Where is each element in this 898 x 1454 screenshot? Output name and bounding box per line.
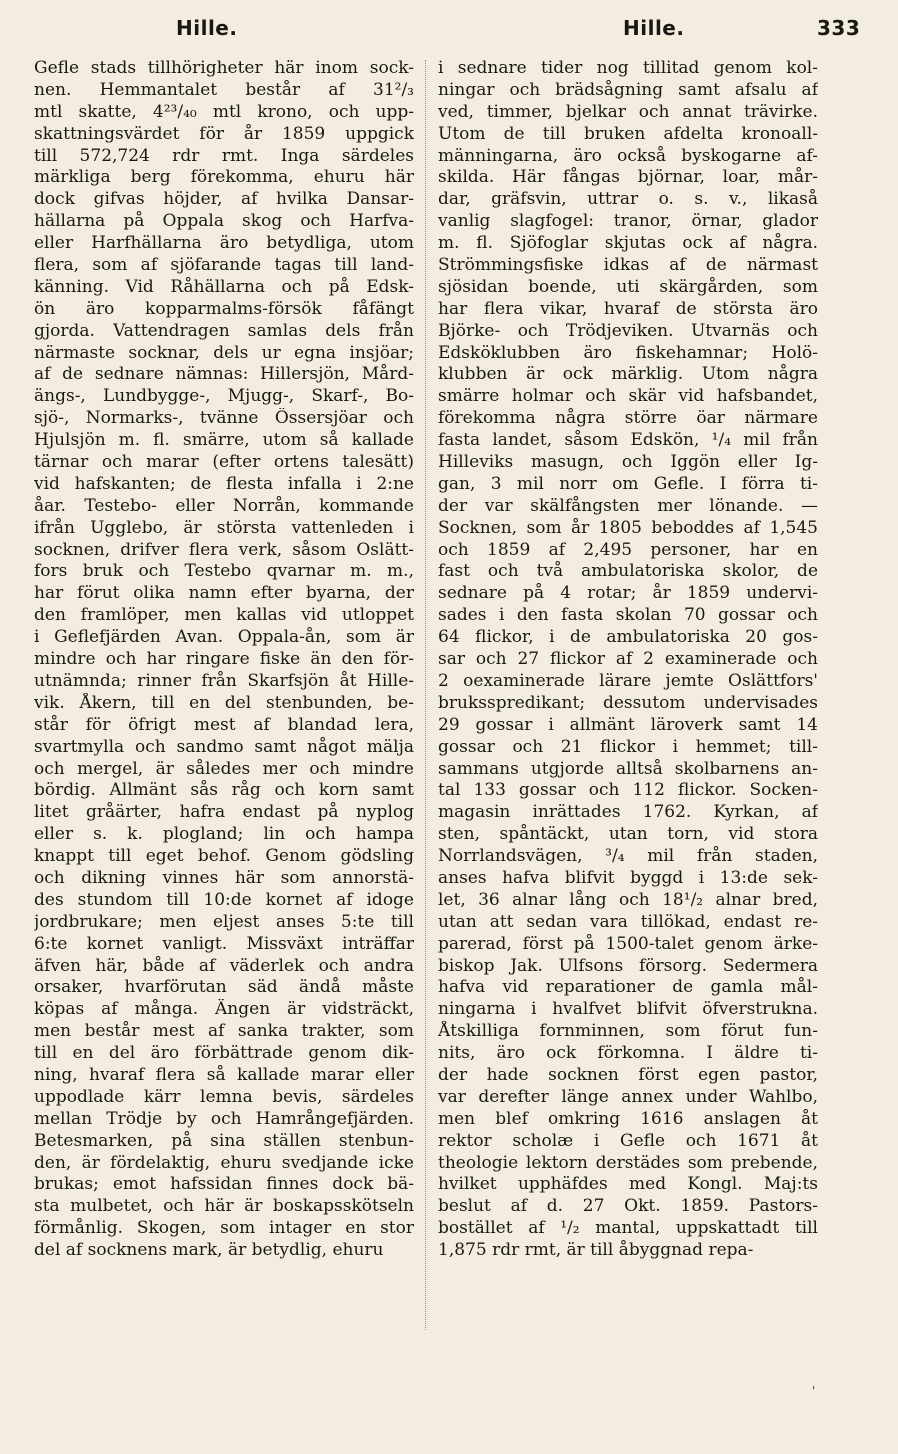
- column-divider: [425, 60, 427, 1330]
- text-line: brukas; emot hafssidan finnes dock bä-: [34, 1174, 414, 1195]
- text-line: fors bruk och Testebo qvarnar m. m.,: [34, 561, 414, 582]
- text-line: äfven här, både af väderlek och andra: [34, 955, 414, 976]
- text-line: var derefter länge annex under Wahlbo,: [438, 1086, 818, 1107]
- text-line: sednare på 4 rotar; år 1859 undervi-: [438, 583, 818, 604]
- text-line: i sednare tider nog tillitad genom kol-: [438, 58, 818, 78]
- text-line: sten, spåntäckt, utan torn, vid stora: [438, 824, 818, 845]
- text-line: Strömmingsfiske idkas af de närmast: [438, 255, 818, 276]
- text-line: 2 oexaminerade lärare jemte Oslättfors': [438, 670, 818, 691]
- text-line: del af socknens mark, är betydlig, ehuru: [34, 1240, 384, 1261]
- text-line: märkliga berg förekomma, ehuru här: [34, 167, 414, 188]
- text-line: Gefle stads tillhörigheter här inom sock-: [34, 58, 414, 78]
- text-line: des stundom till 10:de kornet af idoge: [34, 889, 414, 910]
- text-line: af de sednare nämnas: Hillersjön, Mård-: [34, 364, 414, 385]
- text-line: gjorda. Vattendragen samlas dels från: [34, 320, 414, 341]
- text-line: knappt till eget behof. Genom gödsling: [34, 846, 414, 867]
- text-line: hvilket upphäfdes med Kongl. Maj:ts: [438, 1174, 818, 1195]
- left-text-column: [34, 58, 414, 1262]
- text-line: 6:te kornet vanligt. Missväxt inträffar: [34, 933, 414, 954]
- text-line: känning. Vid Råhällarna och på Edsk-: [34, 276, 414, 297]
- text-line: den framlöper, men kallas vid utloppet: [34, 605, 414, 626]
- text-line: klubben är ock märklig. Utom några: [438, 364, 818, 385]
- text-line: orsaker, hvarförutan säd ändå måste: [34, 977, 414, 998]
- text-line: bostället af ¹/₂ mantal, uppskattadt till: [438, 1218, 818, 1239]
- text-line: vanlig slagfogel: tranor, örnar, glador: [438, 211, 818, 232]
- text-line: tal 133 gossar och 112 flickor. Socken-: [438, 780, 818, 801]
- text-line: mtl skatte, 4²³/₄₀ mtl krono, och upp-: [34, 101, 414, 122]
- text-line: theologie lektorn derstädes som prebende,: [438, 1152, 818, 1173]
- text-line: smärre holmar och skär vid hafsbandet,: [438, 386, 818, 407]
- text-line: vik. Åkern, till en del stenbunden, be-: [34, 692, 414, 713]
- text-line: Utom de till bruken afdelta kronoall-: [438, 123, 818, 144]
- text-line: men blef omkring 1616 anslagen åt: [438, 1108, 818, 1129]
- text-line: flera, som af sjöfarande tagas till land-: [34, 255, 414, 276]
- text-line: sta mulbetet, och här är boskapsskötseln: [34, 1196, 414, 1217]
- text-line: rektor scholæ i Gefle och 1671 åt: [438, 1130, 818, 1151]
- text-line: Norrlandsvägen, ³/₄ mil från staden,: [438, 846, 818, 867]
- text-line: 1,875 rdr rmt, är till åbyggnad repa-: [438, 1240, 754, 1261]
- text-line: Betesmarken, på sina ställen stenbun-: [34, 1130, 414, 1151]
- text-line: gan, 3 mil norr om Gefle. I förra ti-: [438, 473, 818, 494]
- running-head-left: Hille.: [176, 16, 238, 40]
- text-line: 29 gossar i allmänt läroverk samt 14: [438, 714, 818, 735]
- text-line: bördig. Allmänt sås råg och korn samt: [34, 780, 414, 801]
- right-text-column: [438, 58, 818, 1262]
- text-line: förekomma några större öar närmare: [438, 408, 818, 429]
- text-line: ningar och brädsågning samt afsalu af: [438, 79, 818, 100]
- text-line: hafva vid reparationer de gamla mål-: [438, 977, 818, 998]
- text-line: och dikning vinnes här som annorstä-: [34, 867, 414, 888]
- text-line: tärnar och marar (efter ortens talesätt): [34, 452, 414, 473]
- text-line: förmånlig. Skogen, som intager en stor: [34, 1218, 414, 1239]
- text-line: utnämnda; rinner från Skarfsjön åt Hille-: [34, 670, 414, 691]
- page-number: 333: [817, 16, 861, 40]
- text-line: anses hafva blifvit byggd i 13:de sek-: [438, 867, 818, 888]
- text-line: let, 36 alnar lång och 18¹/₂ alnar bred,: [438, 889, 818, 910]
- text-line: i Geflefjärden Avan. Oppala-ån, som är: [34, 627, 414, 648]
- text-line: nen. Hemmantalet består af 31²/₃: [34, 79, 414, 100]
- text-line: sjösidan boende, uti skärgården, som: [438, 276, 818, 297]
- text-line: Hjulsjön m. fl. smärre, utom så kallade: [34, 430, 414, 451]
- text-line: der hade socknen först egen pastor,: [438, 1064, 818, 1085]
- text-line: står för öfrigt mest af blandad lera,: [34, 714, 414, 735]
- text-line: åar. Testebo- eller Norrån, kommande: [34, 495, 414, 516]
- text-line: eller s. k. plogland; lin och hampa: [34, 824, 414, 845]
- text-line: socknen, drifver flera verk, såsom Oslätt-: [34, 539, 414, 560]
- text-line: och mergel, är således mer och mindre: [34, 758, 414, 779]
- text-line: närmaste socknar, dels ur egna insjöar;: [34, 342, 414, 363]
- text-line: uppodlade kärr lemna bevis, särdeles: [34, 1086, 414, 1107]
- text-line: m. fl. Sjöfoglar skjutas ock af några.: [438, 233, 818, 254]
- text-line: gossar och 21 flickor i hemmet; till-: [438, 736, 818, 757]
- text-line: köpas af många. Ängen är vidsträckt,: [34, 999, 414, 1020]
- text-line: jordbrukare; men eljest anses 5:te till: [34, 911, 414, 932]
- text-line: ning, hvaraf flera så kallade marar eller: [34, 1064, 414, 1085]
- text-line: fast och två ambulatoriska skolor, de: [438, 561, 818, 582]
- printer-mark: ': [812, 1384, 816, 1398]
- text-line: sjö-, Normarks-, tvänne Össersjöar och: [34, 408, 414, 429]
- text-line: ved, timmer, bjelkar och annat trävirke.: [438, 101, 818, 122]
- text-line: Björke- och Trödjeviken. Utvarnäs och: [438, 320, 818, 341]
- text-line: litet gråärter, hafra endast på nyplog: [34, 802, 414, 823]
- text-line: skilda. Här fångas björnar, loar, mår-: [438, 167, 818, 188]
- text-line: sades i den fasta skolan 70 gossar och: [438, 605, 818, 626]
- text-line: sar och 27 flickor af 2 examinerade och: [438, 649, 818, 670]
- text-line: skattningsvärdet för år 1859 uppgick: [34, 123, 414, 144]
- text-line: den, är fördelaktig, ehuru svedjande icke: [34, 1152, 414, 1173]
- text-line: 64 flickor, i de ambulatoriska 20 gos-: [438, 627, 818, 648]
- text-line: sammans utgjorde alltså skolbarnens an-: [438, 758, 818, 779]
- text-line: magasin inrättades 1762. Kyrkan, af: [438, 802, 818, 823]
- running-head-right: Hille.: [623, 16, 685, 40]
- text-line: ön äro kopparmalms-försök fåfängt: [34, 298, 414, 319]
- text-line: bruksspredikant; dessutom undervisades: [438, 692, 818, 713]
- text-line: ifrån Ugglebo, är största vattenleden i: [34, 517, 414, 538]
- text-line: beslut af d. 27 Okt. 1859. Pastors-: [438, 1196, 818, 1217]
- text-line: har förut olika namn efter byarna, der: [34, 583, 414, 604]
- text-line: till en del äro förbättrade genom dik-: [34, 1043, 414, 1064]
- text-line: men består mest af sanka trakter, som: [34, 1021, 414, 1042]
- text-line: parerad, först på 1500-talet genom ärke-: [438, 933, 818, 954]
- text-line: hällarna på Oppala skog och Harfva-: [34, 211, 414, 232]
- text-line: till 572,724 rdr rmt. Inga särdeles: [34, 145, 414, 166]
- text-line: vid hafskanten; de flesta infalla i 2:ne: [34, 473, 414, 494]
- text-line: dock gifvas höjder, af hvilka Dansar-: [34, 189, 414, 210]
- text-line: ängs-, Lundbygge-, Mjugg-, Skarf-, Bo-: [34, 386, 414, 407]
- text-line: dar, gräfsvin, uttrar o. s. v., likaså: [438, 189, 818, 210]
- text-line: utan att sedan vara tillökad, endast re-: [438, 911, 818, 932]
- text-line: har flera vikar, hvaraf de största äro: [438, 298, 818, 319]
- text-line: svartmylla och sandmo samt något mälja: [34, 736, 414, 757]
- text-line: fasta landet, såsom Edskön, ¹/₄ mil från: [438, 430, 818, 451]
- text-line: mindre och har ringare fiske än den för-: [34, 649, 414, 670]
- text-line: Åtskilliga fornminnen, som förut fun-: [438, 1021, 818, 1042]
- text-line: der var skälfångsten mer lönande. —: [438, 495, 818, 516]
- text-line: ningarna i hvalfvet blifvit öfverstrukna.: [438, 999, 818, 1020]
- text-line: Hilleviks masugn, och Iggön eller Ig-: [438, 452, 818, 473]
- text-line: och 1859 af 2,495 personer, har en: [438, 539, 818, 560]
- text-line: nits, äro ock förkomna. I äldre ti-: [438, 1043, 818, 1064]
- text-line: eller Harfhällarna äro betydliga, utom: [34, 233, 414, 254]
- text-line: männingarna, äro också byskogarne af-: [438, 145, 818, 166]
- text-line: Edsköklubben äro fiskehamnar; Holö-: [438, 342, 818, 363]
- text-line: biskop Jak. Ulfsons försorg. Sedermera: [438, 955, 818, 976]
- text-line: Socknen, som år 1805 beboddes af 1,545: [438, 517, 818, 538]
- text-line: mellan Trödje by och Hamrångefjärden.: [34, 1108, 414, 1129]
